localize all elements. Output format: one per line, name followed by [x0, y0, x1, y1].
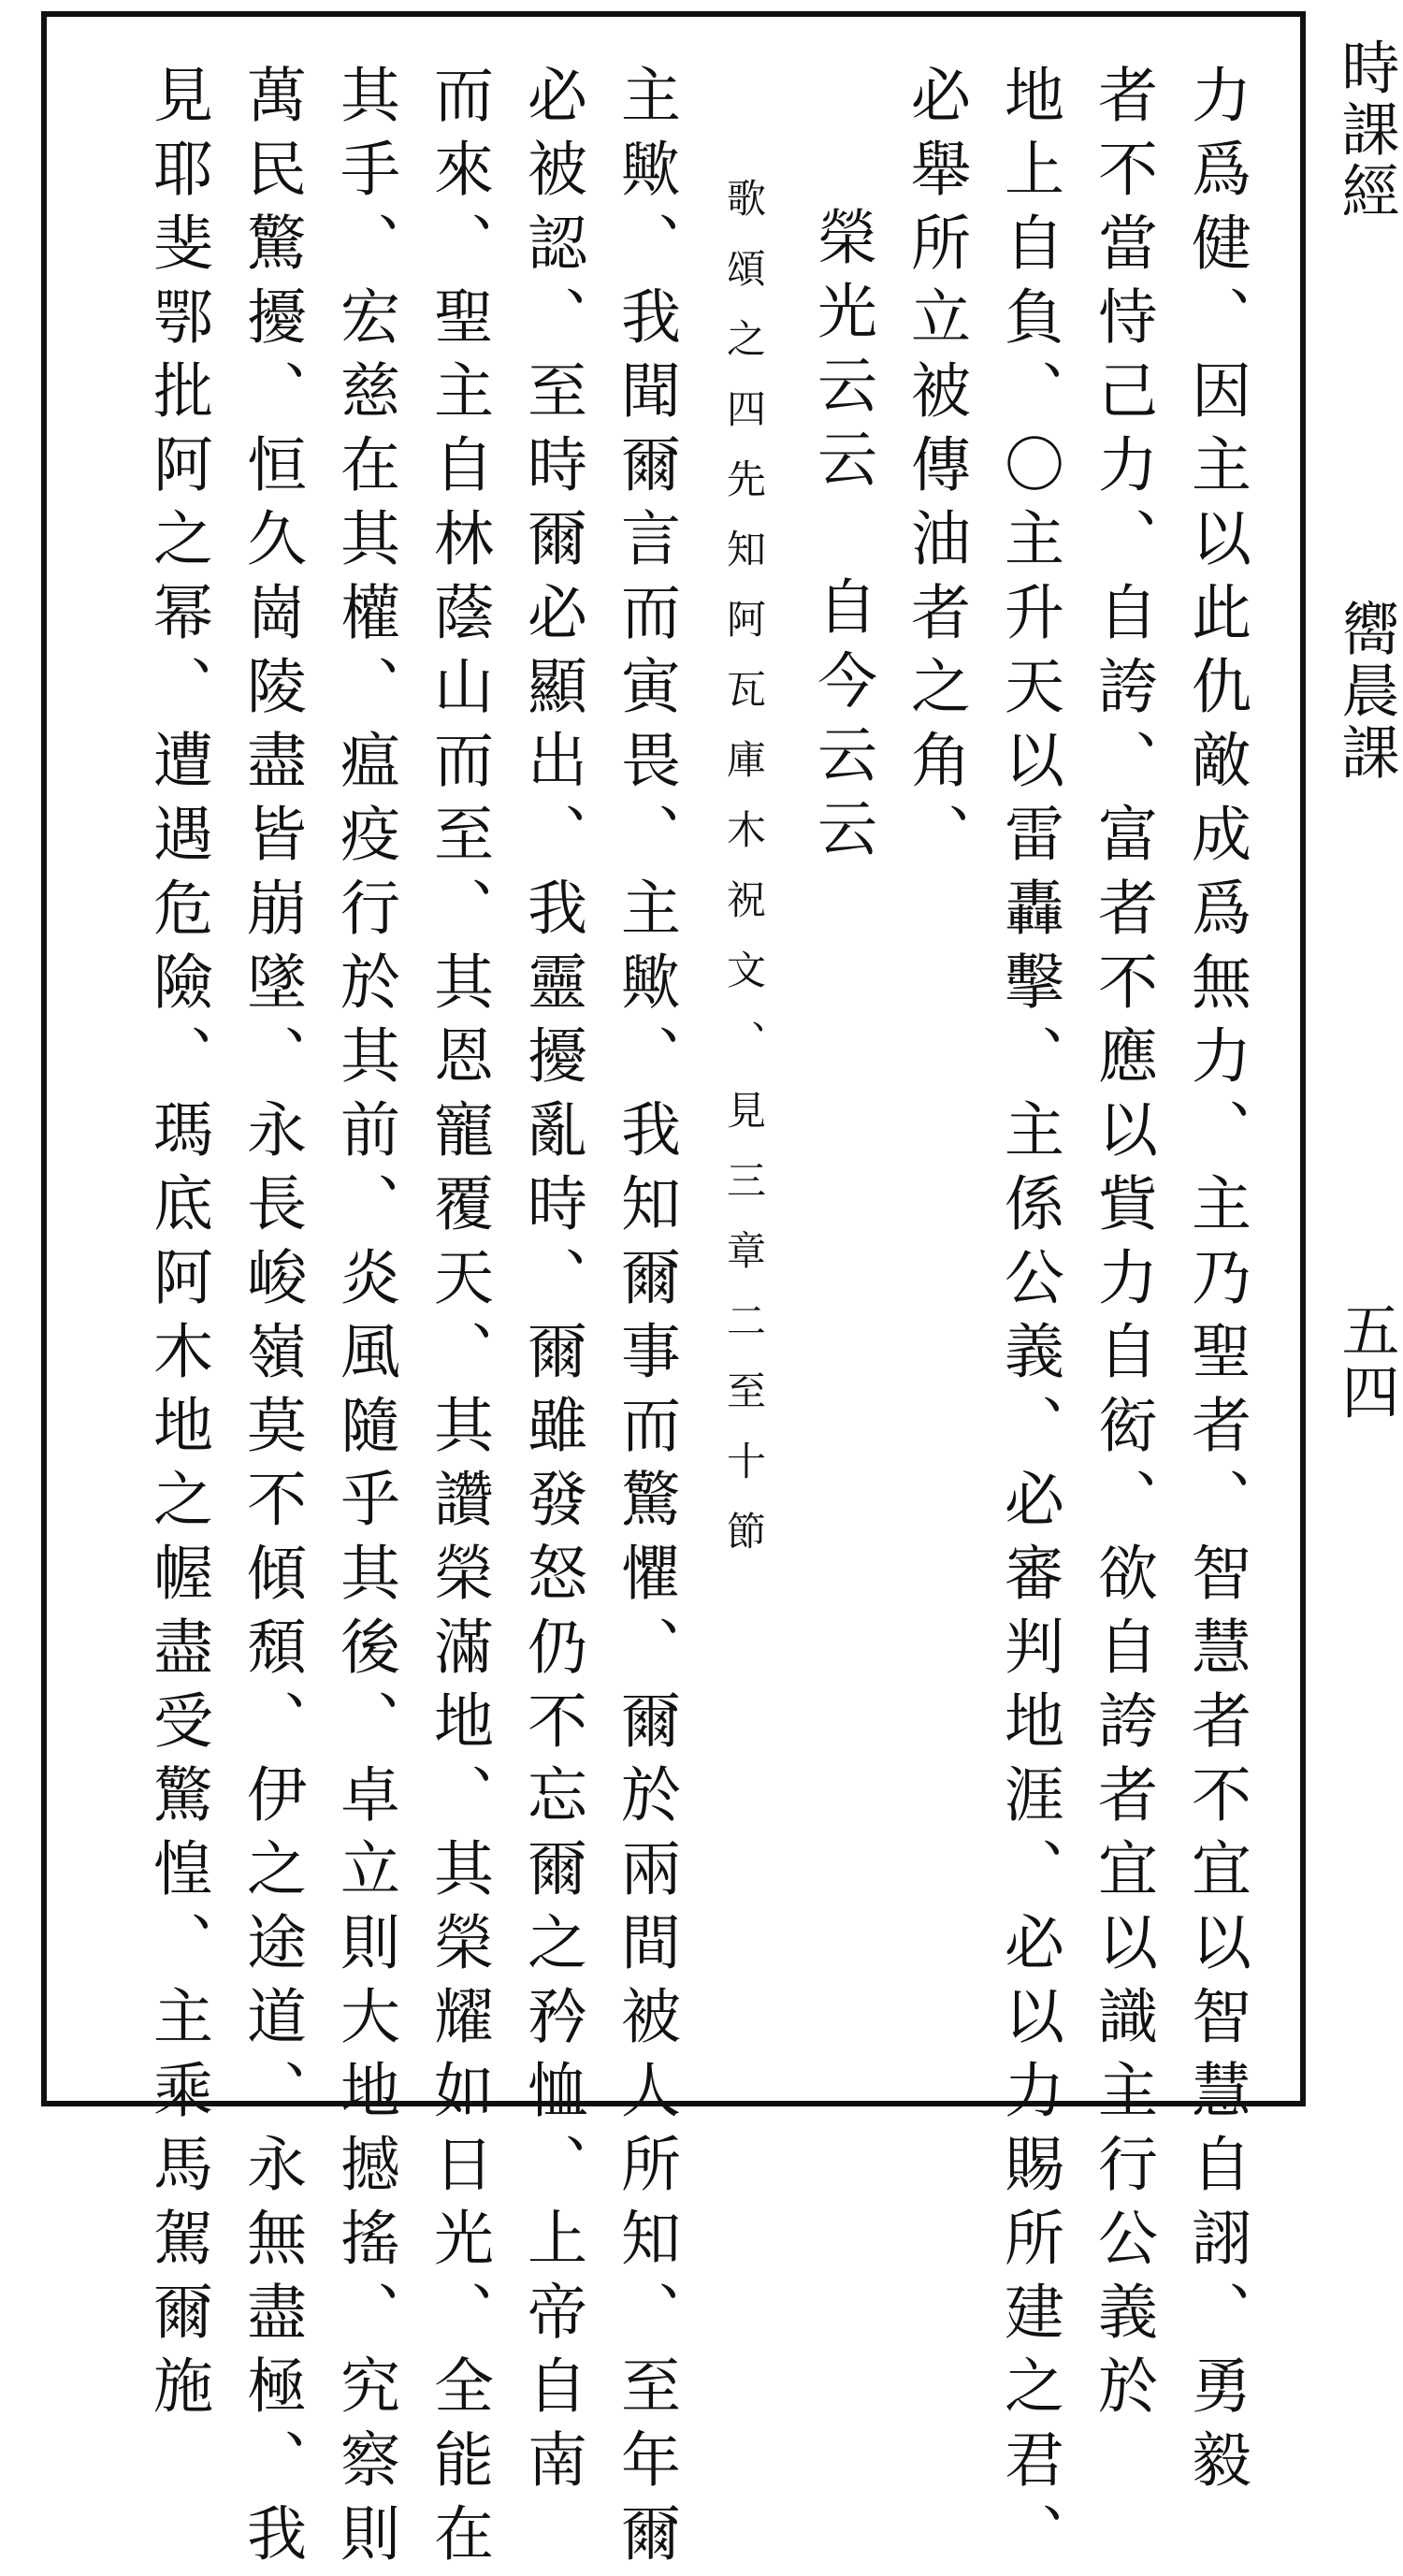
text-column-4: 必舉所立被傳油者之角、	[901, 64, 970, 876]
text-column-9: 而來、聖主自林蔭山而至、其恩寵覆天、其讚榮滿地、其榮耀如日光、全能在	[424, 64, 493, 2576]
text-column-12: 見耶斐鄂批阿之幂、遭遇危險、瑪底阿木地之幄盡受驚惶、主乘馬駕爾施	[143, 64, 212, 2428]
text-column-8: 必被認、至時爾必顯出、我靈擾亂時、爾雖發怒仍不忘爾之矜恤、上帝自南	[517, 64, 586, 2502]
text-column-10: 其手、宏慈在其權、瘟疫行於其前、炎風隨乎其後、卓立則大地撼搖、究察則	[330, 64, 399, 2576]
text-column-11: 萬民驚擾、恒久崗陵盡皆崩墜、永長峻嶺莫不傾頹、伊之途道、永無盡極、我	[237, 64, 306, 2576]
text-column-1: 力爲健、因主以此仇敵成爲無力、主乃聖者、智慧者不宜以智慧自詡、勇毅	[1181, 64, 1251, 2502]
canticle-heading: 歌頌之四先知阿瓦庫木祝文、見三章二至十節	[721, 178, 767, 1581]
margin-section-title: 嚮晨課	[1332, 599, 1400, 784]
doxology-line: 榮光云云 自今云云	[807, 206, 876, 871]
margin-book-title: 時課經	[1332, 37, 1400, 223]
text-column-3: 地上自負、〇主升天以雷轟擊、主係公義、必審判地涯、必以力賜所建之君、	[994, 64, 1063, 2576]
text-column-2: 者不當恃己力、自誇、富者不應以貲力自衒、欲自誇者宜以識主行公義於	[1088, 64, 1157, 2428]
margin-page-number: 五四	[1332, 1300, 1400, 1424]
text-column-7: 主歟、我聞爾言而寅畏、主歟、我知爾事而驚懼、爾於兩間被人所知、至年爾	[611, 64, 680, 2576]
